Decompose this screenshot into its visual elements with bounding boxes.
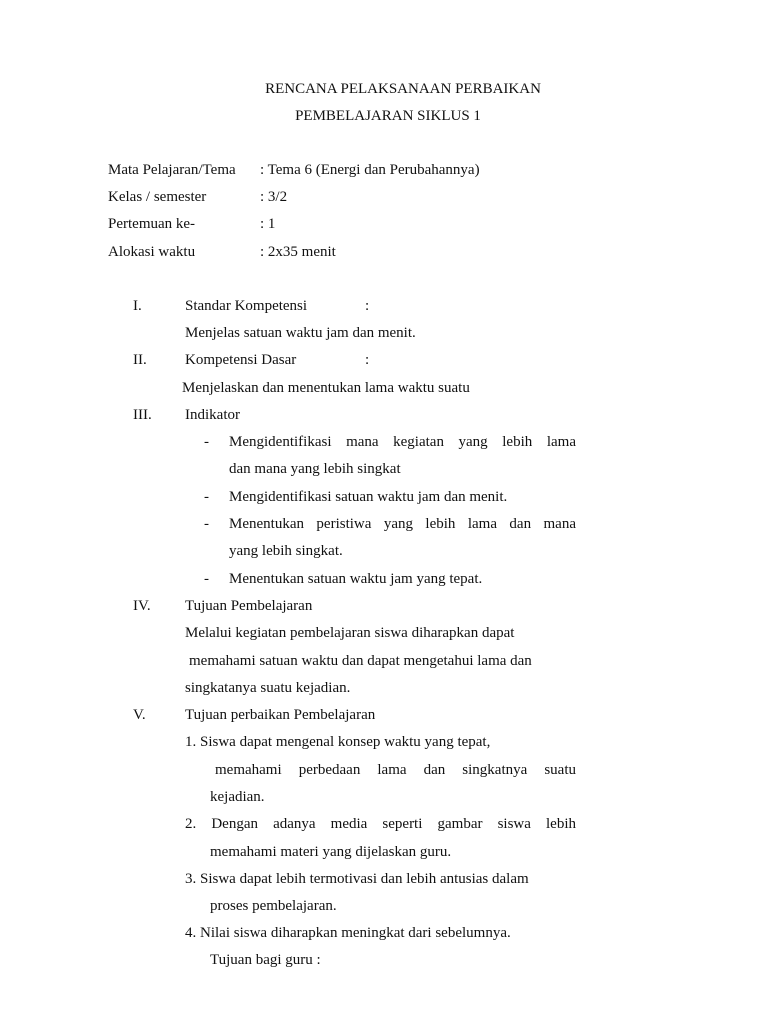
indikator-item-1-line-2: dan mana yang lebih singkat bbox=[229, 461, 401, 477]
section-4-line-2: memahami satuan waktu dan dapat mengetahui lama dan bbox=[189, 653, 532, 669]
section-1-body: Menjelas satuan waktu jam dan menit. bbox=[185, 325, 416, 341]
bullet-dash: - bbox=[204, 489, 209, 505]
section-3-title: Indikator bbox=[185, 407, 240, 423]
tujuan-item-1-line-1: 1. Siswa dapat mengenal konsep waktu yang tepat, bbox=[185, 734, 491, 750]
tujuan-item-2-line-1: 2. Dengan adanya media seperti gambar siswa lebih bbox=[185, 816, 576, 832]
info-value-subject: : Tema 6 (Energi dan Perubahannya) bbox=[260, 162, 480, 178]
tujuan-item-1-line-2: memahami perbedaan lama dan singkatnya suatu bbox=[215, 762, 576, 778]
section-2-colon: : bbox=[365, 352, 370, 368]
bullet-dash: - bbox=[204, 434, 209, 450]
section-1-number: I. bbox=[133, 298, 142, 314]
tujuan-item-2-line-2: memahami materi yang dijelaskan guru. bbox=[210, 844, 452, 860]
tujuan-bagi-guru: Tujuan bagi guru : bbox=[210, 952, 321, 968]
section-5-title: Tujuan perbaikan Pembelajaran bbox=[185, 707, 376, 723]
info-label-subject: Mata Pelajaran/Tema bbox=[108, 162, 236, 178]
info-label-meeting: Pertemuan ke- bbox=[108, 216, 196, 232]
indikator-item-3-line-2: yang lebih singkat. bbox=[229, 543, 343, 559]
section-2-body: Menjelaskan dan menentukan lama waktu suatu bbox=[182, 380, 470, 396]
info-label-time: Alokasi waktu bbox=[108, 244, 196, 260]
indikator-item-2: Mengidentifikasi satuan waktu jam dan menit. bbox=[229, 489, 508, 505]
bullet-dash: - bbox=[204, 571, 209, 587]
section-4-number: IV. bbox=[133, 598, 151, 614]
section-2-title: Kompetensi Dasar bbox=[185, 352, 297, 368]
indikator-item-1-line-1: Mengidentifikasi mana kegiatan yang lebih lama bbox=[229, 434, 576, 450]
indikator-item-4: Menentukan satuan waktu jam yang tepat. bbox=[229, 571, 483, 587]
indikator-item-3-line-1: Menentukan peristiwa yang lebih lama dan mana bbox=[229, 516, 576, 532]
section-5-number: V. bbox=[133, 707, 146, 723]
tujuan-item-3-line-1: 3. Siswa dapat lebih termotivasi dan lebih antusias dalam bbox=[185, 871, 529, 887]
info-value-meeting: : 1 bbox=[260, 216, 276, 232]
document-title-line-1: RENCANA PELAKSANAAN PERBAIKAN bbox=[265, 81, 541, 97]
tujuan-item-3-line-2: proses pembelajaran. bbox=[210, 898, 337, 914]
section-1-colon: : bbox=[365, 298, 370, 314]
info-label-class: Kelas / semester bbox=[108, 189, 207, 205]
info-value-time: : 2x35 menit bbox=[260, 244, 336, 260]
bullet-dash: - bbox=[204, 516, 209, 532]
info-value-class: : 3/2 bbox=[260, 189, 288, 205]
section-3-number: III. bbox=[133, 407, 152, 423]
section-4-line-3: singkatanya suatu kejadian. bbox=[185, 680, 351, 696]
tujuan-item-4-line-1: 4. Nilai siswa diharapkan meningkat dari sebelumnya. bbox=[185, 925, 511, 941]
section-1-title: Standar Kompetensi bbox=[185, 298, 308, 314]
document-title-line-2: PEMBELAJARAN SIKLUS 1 bbox=[295, 108, 481, 124]
section-4-title: Tujuan Pembelajaran bbox=[185, 598, 313, 614]
section-4-line-1: Melalui kegiatan pembelajaran siswa diharapkan dapat bbox=[185, 625, 515, 641]
section-2-number: II. bbox=[133, 352, 147, 368]
tujuan-item-1-line-3: kejadian. bbox=[210, 789, 265, 805]
